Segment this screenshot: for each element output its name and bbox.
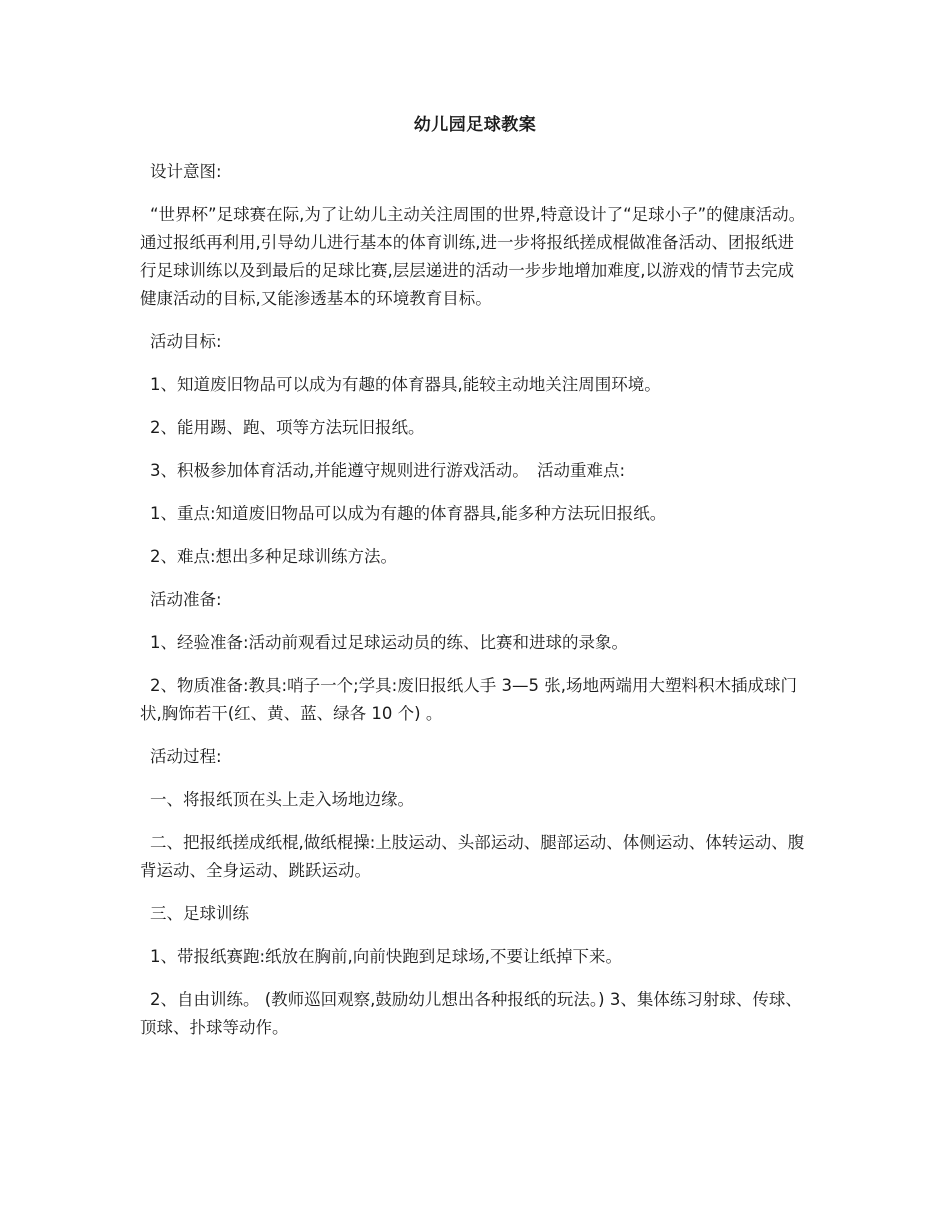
document-title: 幼儿园足球教案	[413, 115, 537, 135]
paragraph-training-1: 1、带报纸赛跑:纸放在胸前,向前快跑到足球场,不要让纸掉下来。	[150, 947, 623, 966]
paragraph-goal-3: 3、积极参加体育活动,并能遵守规则进行游戏活动。 活动重难点:	[150, 461, 626, 480]
paragraph-preparation-2: 2、物质准备:教具:哨子一个;学具:废旧报纸人手 3—5 张,场地两端用大塑料积木插成球门状,胸饰若干(红、黄、蓝、绿各 10 个) 。	[140, 676, 797, 723]
paragraph-process-step-3: 三、足球训练	[150, 904, 249, 923]
paragraph-design-intent-heading: 设计意图:	[150, 162, 222, 181]
paragraph-preparation-heading: 活动准备:	[150, 590, 222, 609]
paragraph-keypoint-1: 1、重点:知道废旧物品可以成为有趣的体育器具,能多种方法玩旧报纸。	[150, 504, 667, 523]
paragraph-goal-1: 1、知道废旧物品可以成为有趣的体育器具,能较主动地关注周围环境。	[150, 375, 661, 394]
paragraph-process-step-2: 二、把报纸搓成纸棍,做纸棍操:上肢运动、头部运动、腿部运动、体侧运动、体转运动、腹背运动、全身运动、跳跃运动。	[140, 833, 805, 880]
paragraph-design-intent-body: “世界杯”足球赛在际,为了让幼儿主动关注周围的世界,特意设计了“足球小子”的健康活动。通过报纸再利用,引导幼儿进行基本的体育训练,进一步将报纸搓成棍做准备活动、团报纸进行足球训练以及到最后的足球比赛,层层递进的活动一步步地增加难度,以游戏的情节去完成健康活动的目标,又能渗透基本的环境教育目标。	[140, 205, 806, 308]
paragraph-process-step-1: 一、将报纸顶在头上走入场地边缘。	[150, 790, 414, 809]
document-page	[140, 112, 810, 1057]
paragraph-goal-2: 2、能用踢、跑、项等方法玩旧报纸。	[150, 418, 425, 437]
paragraph-preparation-1: 1、经验准备:活动前观看过足球运动员的练、比赛和进球的录象。	[150, 633, 629, 652]
paragraph-training-2: 2、自由训练。 (教师巡回观察,鼓励幼儿想出各种报纸的玩法。) 3、集体练习射球、传球、顶球、扑球等动作。	[140, 990, 802, 1037]
paragraph-goals-heading: 活动目标:	[150, 332, 222, 351]
paragraph-process-heading: 活动过程:	[150, 747, 222, 766]
paragraph-keypoint-2: 2、难点:想出多种足球训练方法。	[150, 547, 398, 566]
